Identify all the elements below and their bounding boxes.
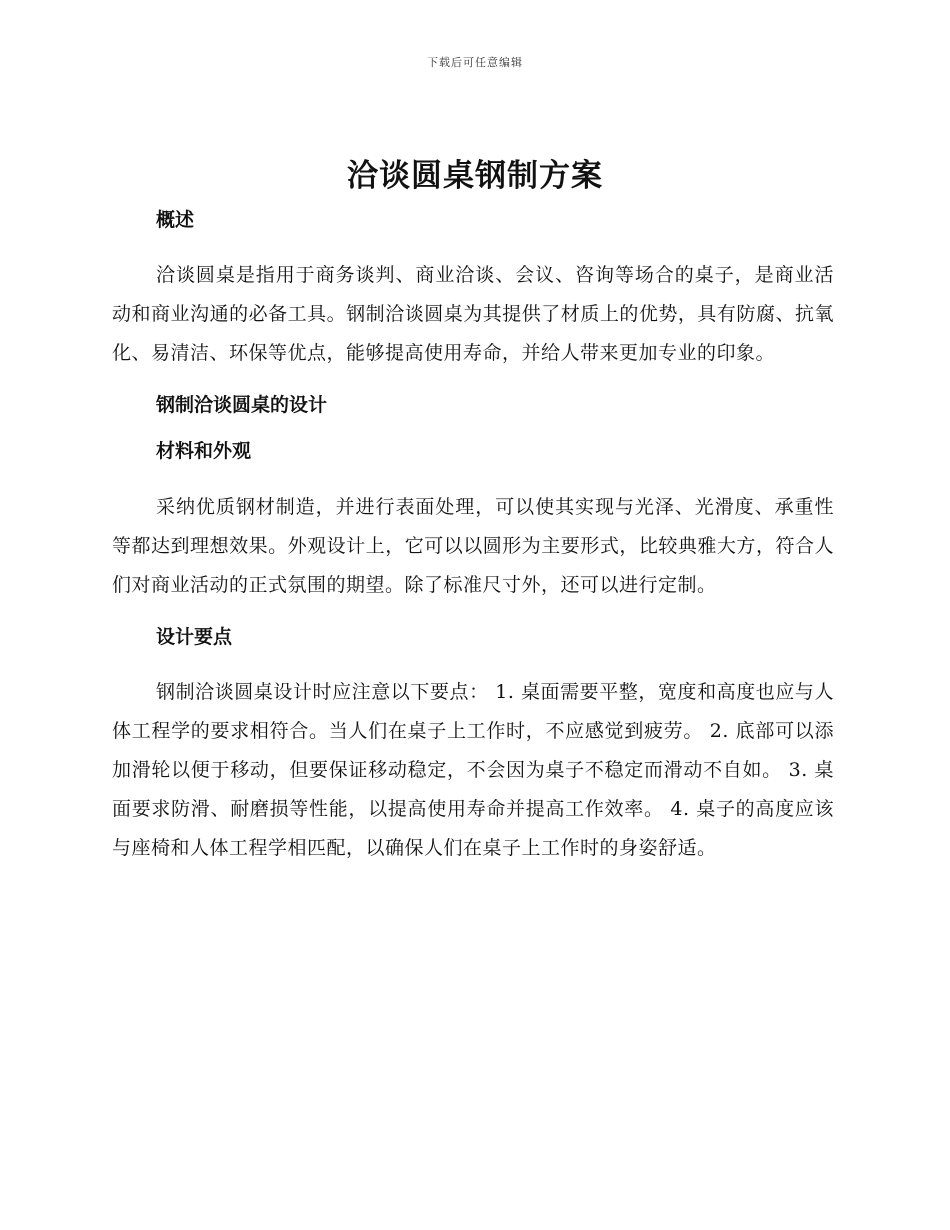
- paragraph-overview: 洽谈圆桌是指用于商务谈判、商业洽谈、会议、咨询等场合的桌子，是商业活动和商业沟通的必备工具。钢制洽谈圆桌为其提供了材质上的优势，具有防腐、抗氧化、易清洁、环保等优点，能够提高使用寿命，并给人带来更加专业的印象。: [112, 264, 834, 364]
- section-heading-design: 钢制洽谈圆桌的设计: [156, 394, 328, 416]
- paragraph-design-points: 钢制洽谈圆桌设计时应注意以下要点： 1. 桌面需要平整，宽度和高度也应与人体工程学的要求相符合。当人们在桌子上工作时，不应感觉到疲劳。 2. 底部可以添加滑轮以便于移动，但要保证移动稳定，不会因为桌子不稳定而滑动不自如。 3. 桌面要求防滑、耐磨损等性能，以提高使用寿命并提高工作效率。 4. 桌子的高度应该与座椅和人体工程学相匹配，以确保人们在桌子上工作时的身姿舒适。: [112, 681, 834, 859]
- document-title: 洽谈圆桌钢制方案: [347, 158, 603, 194]
- document-body: [112, 205, 834, 868]
- header-note: 下载后可任意编辑: [427, 56, 523, 69]
- section-heading-overview: 概述: [156, 209, 195, 231]
- section-heading-material: 材料和外观: [156, 440, 252, 462]
- section-heading-design-points: 设计要点: [156, 626, 233, 648]
- paragraph-material: 采纳优质钢材制造，并进行表面处理，可以使其实现与光泽、光滑度、承重性等都达到理想效果。外观设计上，它可以以圆形为主要形式，比较典雅大方，符合人们对商业活动的正式氛围的期望。除了标准尺寸外，还可以进行定制。: [112, 496, 834, 596]
